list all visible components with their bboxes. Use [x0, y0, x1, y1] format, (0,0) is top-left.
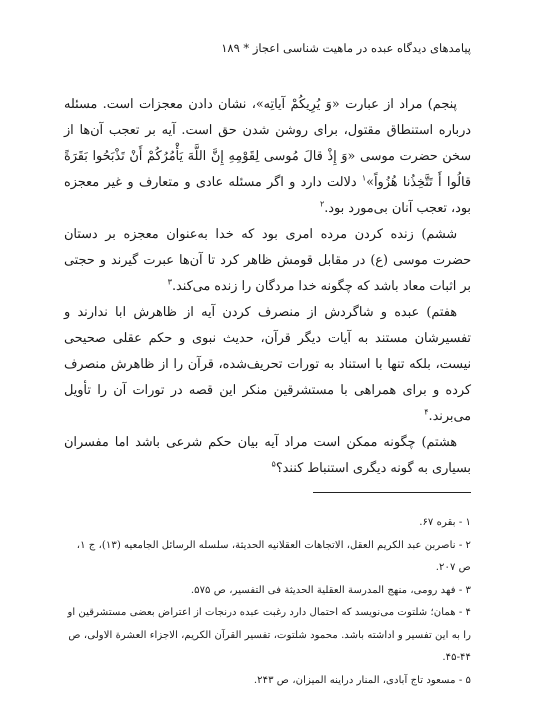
footnote-3: ۳ - فهد رومی، منهج المدرسة العقلیة الحدیثة فی التفسیر، ص ۵۷۵. — [190, 584, 471, 596]
footnote-2: ۲ - ناصربن عبد الکریم العقل، الاتجاهات العقلانیه الحدیثة، سلسله الرسائل الجامعیه (۱۳)، ج ۱، ص ۲۰۷. — [76, 539, 471, 573]
footnote-ref-2[interactable]: ۲ — [319, 199, 325, 209]
footnote-divider — [313, 492, 471, 493]
footnote-ref-4[interactable]: ۴ — [424, 407, 429, 417]
footnotes — [64, 512, 471, 692]
paragraph-1-tail: دلالت دارد و اگر مسئله عادی و متعارف و غیر معجزه بود، تعجب آنان بی‌مورد بود. — [64, 175, 471, 216]
paragraph-2-text: ششم) زنده کردن مرده امری بود که خدا به‌عنوان معجزه بر دستان حضرت موسی (ع) در مقابل قومش ظاهر کرد تا آن‌ها عبرت گیرند و حجتی بر اثبات معاد باشد که چگونه خدا مردگان را زنده می‌کند. — [64, 227, 471, 294]
footnote-5: ۵ - مسعود تاج آبادی، المنار دراینه المیزان، ص ۲۴۳. — [253, 674, 471, 686]
footnote-ref-1[interactable]: ۱ — [361, 173, 367, 183]
paragraph-1-text: پنجم) مراد از عبارت «وَ یُرِیکُمْ آیاتِه»، نشان دادن معجزات است. مسئله درباره استنطاق مقتول، برای روشن شدن حق است. آیه بر تعجب آن‌ها از سخن حضرت موسی «وَ إِذْ قالَ مُوسی لِقَوْمِهِ إِنَّ اللَّهَ یَأْمُرُکُمْ أَنْ تَذْبَحُوا بَقَرَةً قالُوا أَ تَتَّخِذُنا هُزُواً» — [64, 97, 471, 190]
footnote-4: ۴ - همان؛ شلتوت می‌نویسد که احتمال دارد رغبت عبده درنجات از اعتراض بعضی مستشرقین او را به این تفسیر و اداشته باشد. محمود شلتوت، تفسیر القرآن الکریم، الاجزاء العشرة الاولی، ص ۴۴-۴۵. — [67, 607, 471, 663]
paragraph-1 — [64, 92, 471, 222]
paragraph-2 — [64, 222, 471, 300]
running-header: پیامدهای دیدگاه عبده در ماهیت شناسی اعجاز * ۱۸۹ — [221, 41, 471, 55]
paragraph-3-text: هفتم) عبده و شاگردش از منصرف کردن آیه از ظاهرش ابا ندارند و تفسیرشان مستند به آیات دیگر قرآن، حدیث نبوی و حکم عقلی صحیحی نیست، بلکه تنها با استناد به تورات تحریف‌شده، قرآن را از ظاهرش منصرف کرده و برای همراهی با مستشرقین منکر این قصه در تورات آن را تأویل می‌برند. — [64, 305, 471, 424]
paragraph-4-text: هشتم) چگونه ممکن است مراد آیه بیان حکم شرعی باشد اما مفسران بسیاری به گونه دیگری استنباط کنند؟ — [64, 435, 471, 476]
footnote-ref-5[interactable]: ۵ — [271, 459, 276, 469]
footnote-ref-3[interactable]: ۳ — [167, 277, 172, 287]
footnote-1: ۱ - بقره ۶۷. — [419, 517, 471, 528]
paragraph-4 — [64, 430, 471, 482]
paragraph-3 — [64, 300, 471, 430]
body-text — [64, 92, 471, 482]
